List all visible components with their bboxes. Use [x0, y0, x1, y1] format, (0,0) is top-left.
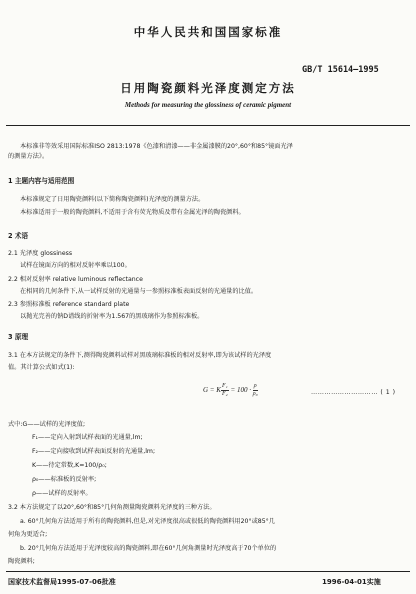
- implementation-date: 1996-04-01实施: [322, 578, 381, 586]
- where-line-3: F₂——定向接收到试样表面反射的光通量,lm;: [32, 448, 156, 455]
- clause-3-1-line-2: 值。其计算公式如式(1):: [8, 364, 75, 371]
- clause-3-2: 3.2 本方法规定了以20°,60°和85°几何角测量陶瓷颜料光泽度的三种方法。: [8, 504, 216, 511]
- intro-line-2: 的测量方法》。: [8, 153, 49, 160]
- title-divider: [6, 125, 410, 126]
- national-standard-header: 中华人民共和国国家标准: [133, 25, 283, 39]
- term-2-3-definition: 以抛光完善的钠D谱线的折射率为1.567的黑玻璃作为参照标准板。: [20, 313, 204, 320]
- item-b-line-1: b. 20°几何角方法适用于光泽度较高的陶瓷颜料,即在60°几何角测量时光泽度高于70个单位的: [20, 545, 277, 552]
- formula-fraction-flux: [221, 383, 229, 398]
- intro-line-1: 本标准非等效采用国际标准ISO 2813:1978《色漆和清漆——非金属漆膜的20°,60°和85°镜面光泽: [20, 143, 293, 150]
- formula-numerator: F₁: [221, 383, 228, 389]
- english-title: Methods for measuring the glossiness of ceramic pigment: [124, 101, 292, 109]
- formula-denominator-2: ρ₀: [252, 391, 258, 397]
- footer-divider: [6, 571, 410, 572]
- formula-number: ( 1 ): [380, 389, 396, 396]
- term-2-1-definition: 试样在镜面方向的相对反射率乘以100。: [20, 262, 131, 269]
- standard-number: GB/T 15614—1995: [302, 65, 379, 75]
- term-2-1-title: 2.1 光泽度 glossiness: [8, 250, 73, 257]
- where-line-1: 式中:G——试样的光泽度值;: [8, 421, 86, 428]
- formula-1: [203, 383, 258, 398]
- section-2-heading: 2 术语: [8, 232, 29, 240]
- where-line-5: ρ₀——标准板的反射率;: [32, 476, 97, 483]
- clause-3-1-line-1: 3.1 在本方法规定的条件下,测得陶瓷颜料试样对黑玻璃标准板的相对反射率,即为该试样的光泽度: [8, 352, 272, 359]
- document-title: 日用陶瓷颜料光泽度测定方法: [120, 81, 296, 95]
- section-3-heading: 3 原理: [8, 333, 29, 341]
- formula-denominator: F₂: [221, 391, 228, 397]
- term-2-3-title: 2.3 参照标准板 reference standard plate: [8, 301, 130, 308]
- formula-fraction-reflectance: [253, 383, 258, 398]
- equation-number: [311, 389, 396, 396]
- section-1-line-1: 本标准规定了日用陶瓷颜料(以下简称陶瓷颜料)光泽度的测量方法。: [20, 196, 205, 203]
- item-b-line-2: 陶瓷颜料;: [8, 558, 35, 565]
- formula-leader-dots: …………………………: [311, 389, 378, 396]
- term-2-2-title: 2.2 相对反射率 relative luminous reflectance: [8, 276, 143, 283]
- formula-lhs: G = K: [203, 386, 221, 395]
- where-line-6: ρ——试样的反射率。: [32, 490, 92, 497]
- section-1-line-2: 本标准适用于一般的陶瓷颜料,不适用于含有荧光物质及带有金属光泽的陶瓷颜料。: [20, 209, 245, 216]
- where-line-2: F₁——定向入射到试样表面的光通量,lm;: [32, 434, 143, 441]
- item-a-line-2: 何角为更适合;: [8, 531, 48, 538]
- approval-date: 国家技术监督局1995-07-06批准: [8, 578, 116, 586]
- where-line-4: K——待定常数,K=100/ρ₀;: [32, 462, 107, 469]
- section-1-heading: 1 主题内容与适用范围: [8, 177, 75, 185]
- item-a-line-1: a. 60°几何角方法适用于所有的陶瓷颜料,但是,对光泽度很高或很低的陶瓷颜料用20°或85°几: [20, 518, 275, 525]
- formula-numerator-2: ρ: [253, 383, 257, 389]
- formula-equals: = 100 ·: [230, 386, 251, 395]
- term-2-2-definition: 在相同的几何条件下,从一试样反射的光通量与一参照标准板表面反射的光通量的比值。: [20, 288, 258, 295]
